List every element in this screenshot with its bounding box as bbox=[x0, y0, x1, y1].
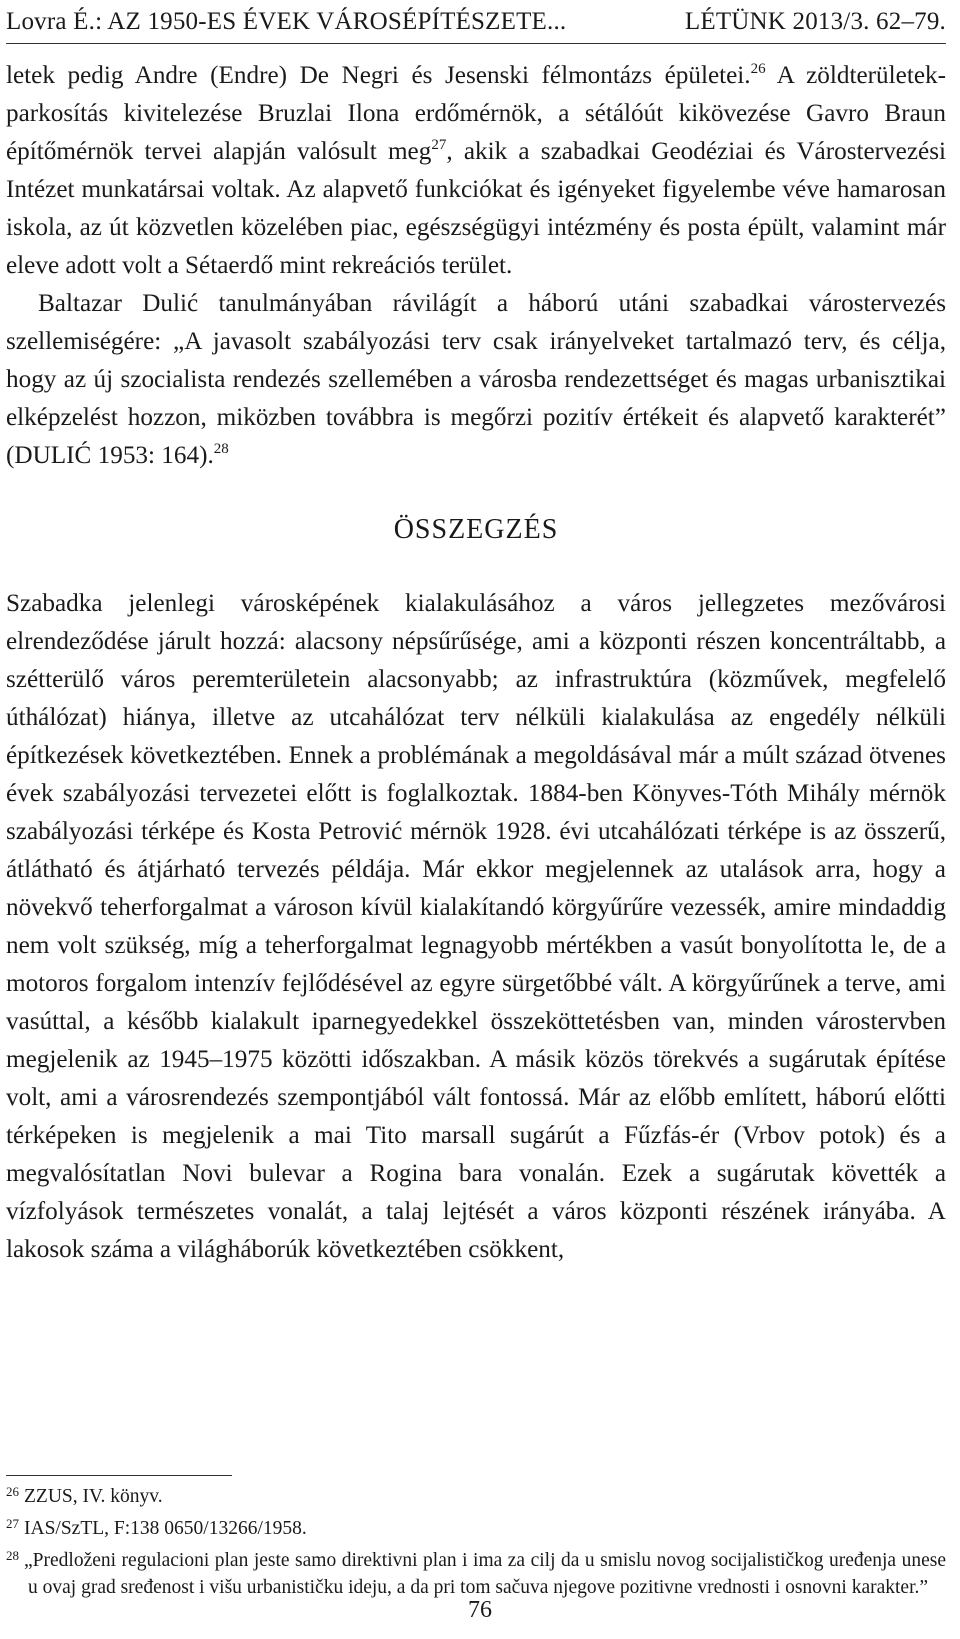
body-text bbox=[6, 57, 946, 1269]
footnote-rule bbox=[6, 1475, 232, 1476]
footnote-ref-28[interactable]: 28 bbox=[213, 441, 229, 457]
footnote-number: 28 bbox=[6, 1548, 19, 1563]
paragraph-1-text-a: letek pedig Andre (Endre) De Negri és Jesenski félmontázs épületei. bbox=[6, 62, 751, 89]
footnote-text: IAS/SzTL, F:138 0650/13266/1958. bbox=[24, 1518, 307, 1539]
footnotes bbox=[6, 1478, 946, 1601]
footnote-text: ZZUS, IV. könyv. bbox=[24, 1486, 163, 1507]
page-number: 76 bbox=[468, 1597, 492, 1623]
footnote-number: 27 bbox=[6, 1516, 19, 1531]
paragraph-1-text-b: A zöldterületek-parkosítás kivitelezése Bruzlai Ilona erdőmérnök, a sétálóút kikövezése Gavro Braun építőmérnök tervei alapján valósult meg bbox=[6, 62, 946, 165]
header-right-citation: LÉTÜNK 2013/3. 62–79. bbox=[684, 8, 946, 35]
paragraph-1-text-c: , akik a szabadkai Geodéziai és Várostervezési Intézet munkatársai voltak. Az alapvető funkciókat és igényeket figyelembe véve hamarosan iskola, az út közvetlen közelében piac, egészségügyi intézmény és posta épült, valamint már eleve adott volt a Sétaerdő mint rekreációs terület. bbox=[6, 138, 946, 279]
paragraph-2 bbox=[6, 285, 946, 475]
paragraph-2-text: Baltazar Dulić tanulmányában rávilágít a háború utáni szabadkai várostervezés szellemiségére: „A javasolt szabályozási terv csak irányelveket tartalmazó terv, és célja, hogy az új szocialista rendezés szellemében a városba rendezettséget és magas urbanisztikai elképzelést hozzon, miközben továbbra is megőrzi pozitív értékeit és alapvető karakterét” (DULIĆ 1953: 164). bbox=[6, 290, 946, 469]
section-title: ÖSSZEGZÉS bbox=[393, 514, 559, 545]
paragraph-3: Szabadka jelenlegi városképének kialakulásához a város jellegzetes mezővárosi elrendeződése járult hozzá: alacsony népsűrűsége, ami a központi részen koncentráltabb, a szétterülő város peremterületein alacsonyabb; az infrastruktúra (közművek, megfelelő úthálózat) hiánya, illetve az utcahálózat terv nélküli kialakulása az engedély nélküli építkezések következtében. Ennek a problémának a megoldásával már a múlt század ötvenes évek szabályozási tervezetei előtt is foglalkoztak. 1884-ben Könyves-Tóth Mihály mérnök szabályozási térképe és Kosta Petrović mérnök 1928. évi utcahálózati térképe is az összerű, átlátható és átjárható tervezés példája. Már ekkor megjelennek az utalások arra, hogy a növekvő teherforgalmat a városon kívül kialakítandó körgyűrűre vezessék, amire mindaddig nem volt szükség, míg a teherforgalmat legnagyobb mértékben a vasút bonyolította le, de a motoros forgalom intenzív fejlődésével az egyre sürgetőbbé vált. A körgyűrűnek a terve, ami vasúttal, a később kialakult iparnegyedekkel összeköttetésben van, minden várostervben megjelenik az 1945–1975 közötti időszakban. A másik közös törekvés a sugárutak építése volt, ami a városrendezés szempontjából vált fontossá. Már az előbb említett, háború előtti térképeken is megjelenik a mai Tito marsall sugárút a Fűzfás-ér (Vrbov potok) és a megvalósítatlan Novi bulevar a Rogina bara vonalán. Ezek a sugárutak követték a vízfolyások természetes vonalát, a talaj lejtését a város központi részének irányába. A lakosok száma a világháborúk következtében csökkent, bbox=[6, 590, 946, 1263]
footnote-26 bbox=[6, 1478, 946, 1510]
footnote-number: 26 bbox=[6, 1484, 19, 1499]
paragraph-1 bbox=[6, 57, 946, 285]
header-left-title: Lovra É.: AZ 1950-ES ÉVEK VÁROSÉPÍTÉSZETE... bbox=[6, 8, 567, 35]
footnote-28 bbox=[6, 1542, 946, 1601]
footnote-ref-27[interactable]: 27 bbox=[431, 137, 447, 153]
header-rule bbox=[6, 43, 946, 44]
footnote-ref-26[interactable]: 26 bbox=[750, 61, 766, 77]
running-header bbox=[6, 8, 946, 36]
footnote-text: „Predloženi regulacioni plan jeste samo direktivni plan i ima za cilj da u smislu novog socijalističkog uređenja unese u ovaj grad sređenost i višu urbanističku ideju, a da pri tom sačuva njegove pozitivne vrednosti i osnovni karakter.” bbox=[24, 1550, 946, 1598]
footnote-27 bbox=[6, 1510, 946, 1542]
